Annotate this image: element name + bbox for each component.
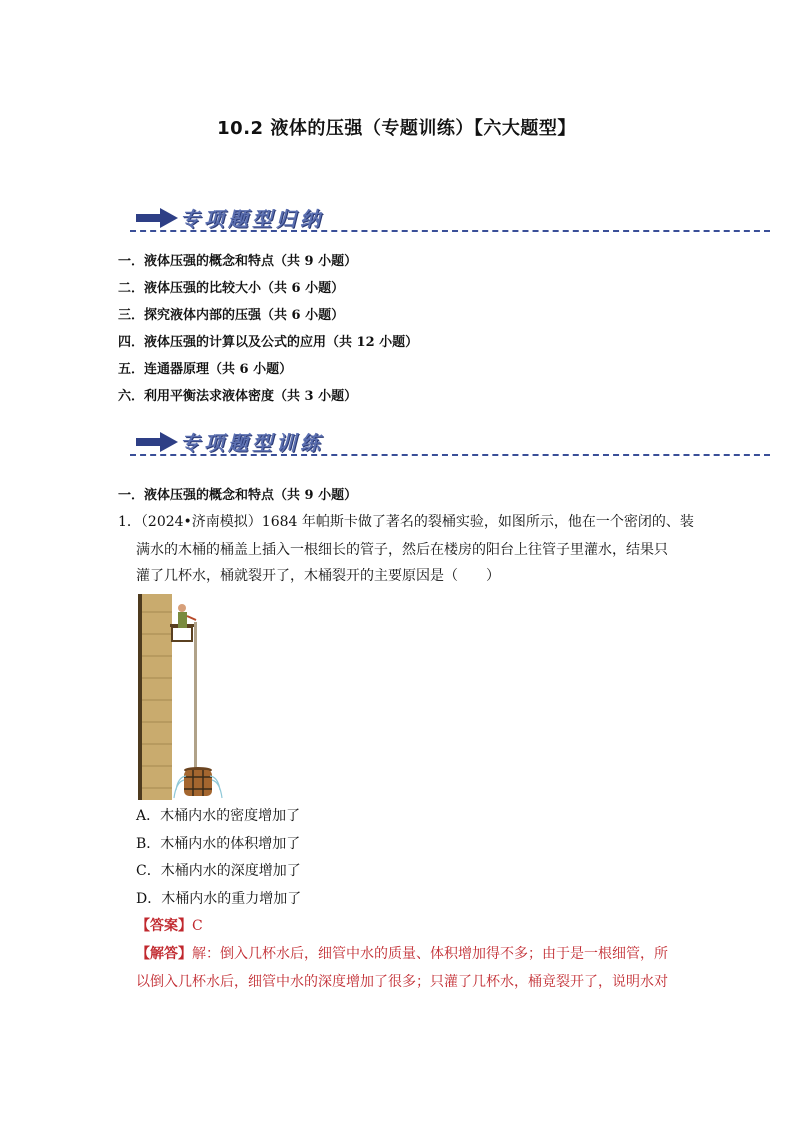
option-d: D．木桶内水的重力增加了 (136, 891, 302, 907)
dashed-divider (130, 454, 770, 456)
section-heading: 一．液体压强的概念和特点（共 9 小题） (118, 488, 358, 503)
banner-title: 专项题型训练 (180, 431, 324, 455)
section-banner-summary (130, 202, 770, 236)
answer-tag: 【答案】 (136, 918, 192, 934)
topic-item: 六．利用平衡法求液体密度（共 3 小题） (118, 389, 358, 404)
answer-line (136, 916, 203, 936)
topic-item: 二．液体压强的比较大小（共 6 小题） (118, 281, 345, 296)
analysis-text: 解：倒入几杯水后，细管中水的质量、体积增加得不多；由于是一根细管，所 (192, 946, 668, 962)
option-c: C．木桶内水的深度增加了 (136, 863, 301, 879)
topic-item: 四．液体压强的计算以及公式的应用（共 12 小题） (118, 335, 419, 350)
question-text: 灌了几杯水，桶就裂开了，木桶裂开的主要原因是（ ） (136, 568, 500, 584)
topic-list (118, 252, 418, 414)
document-title: 10.2 液体的压强（专题训练）【六大题型】 (217, 118, 576, 139)
analysis-line (136, 944, 668, 964)
dashed-divider (130, 230, 770, 232)
arrow-right-icon (136, 432, 178, 452)
question-text: 满水的木桶的桶盖上插入一根细长的管子，然后在楼房的阳台上往管子里灌水，结果只 (136, 542, 668, 558)
answer-value: C (192, 918, 203, 934)
topic-item: 五．连通器原理（共 6 小题） (118, 362, 293, 377)
banner-title: 专项题型归纳 (180, 207, 324, 231)
section-banner-training (130, 426, 770, 460)
topic-item: 一．液体压强的概念和特点（共 9 小题） (118, 254, 358, 269)
option-b: B．木桶内水的体积增加了 (136, 836, 301, 852)
topic-item: 三．探究液体内部的压强（共 6 小题） (118, 308, 345, 323)
analysis-tag: 【解答】 (136, 946, 192, 962)
arrow-right-icon (136, 208, 178, 228)
question-text: 1．（2024•济南模拟）1684 年帕斯卡做了著名的裂桶实验，如图所示，他在一个密闭的、装 (118, 514, 694, 530)
barrel-experiment-illustration (138, 594, 228, 800)
analysis-text: 以倒入几杯水后，细管中水的深度增加了很多；只灌了几杯水，桶竟裂开了，说明水对 (136, 974, 668, 990)
option-a: A．木桶内水的密度增加了 (136, 808, 301, 824)
